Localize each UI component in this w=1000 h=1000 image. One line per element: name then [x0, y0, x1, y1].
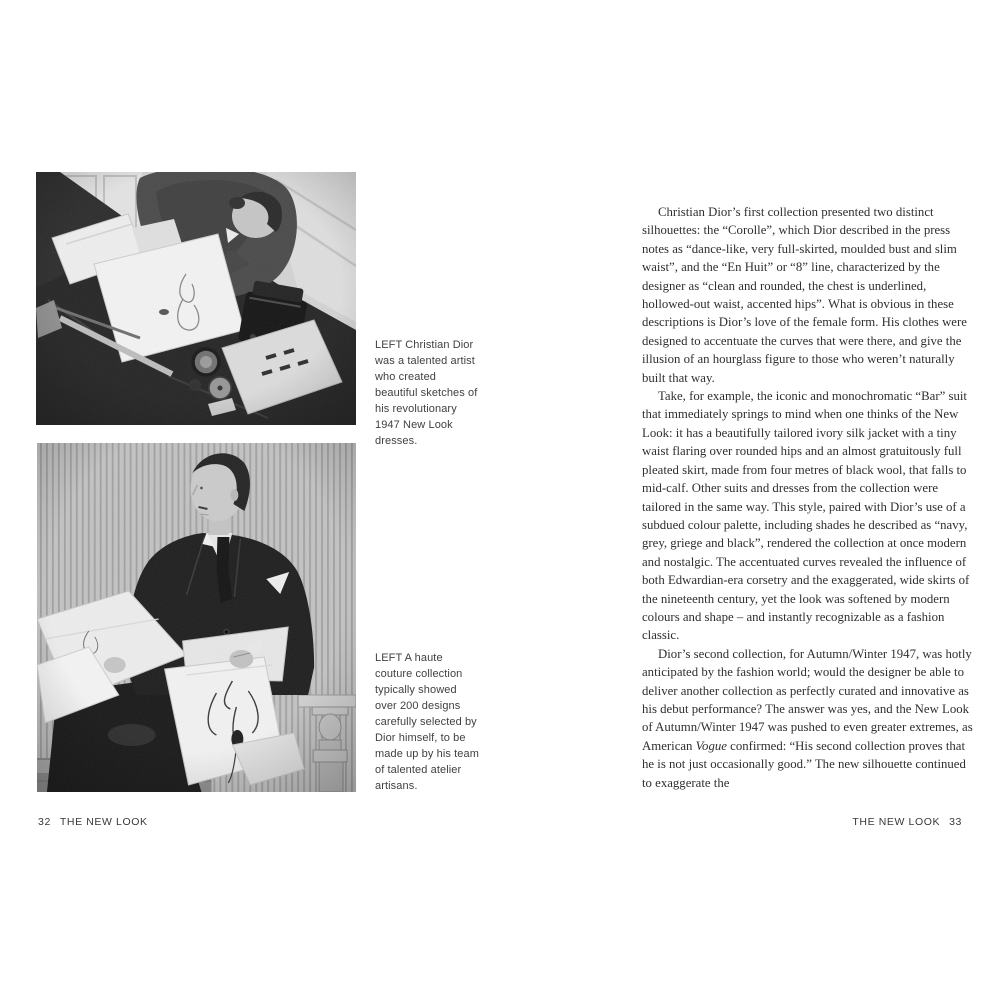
- photo-caption-dior-couture: LEFT A haute couture collection typically showed over 200 designs carefully selected by Dior himself, to be made up by his team of talented atelier artisans.: [375, 652, 480, 792]
- paragraph-2: Take, for example, the iconic and monochromatic “Bar” suit that immediately springs to mind when one thinks of the New Look: it has a beautifully tailored ivory silk jacket with a tiny waist flaring over rounded hips and an almost gratuitously full pleated skirt, made from four metres of black wool, that falls to mid-calf. Other suits and dresses from the collection were tailored in the same way. This style, paired with Dior’s use of a subdued colour palette, including shades he described as “navy, grey, griege and black”, rendered the collection at once modern and nostalgic. The accentuated curves revealed the influence of both Edwardian-era corsetry and the exaggerated, wide skirts of the nineteenth century, yet the look was softened by modern colours and shape – and instantly recognizable as a fashion classic.: [642, 389, 970, 643]
- right-page-number: 33: [949, 816, 962, 828]
- left-page-footer: [38, 816, 148, 828]
- left-running-title: THE NEW LOOK: [59, 816, 148, 828]
- left-page-number: 32: [38, 816, 51, 828]
- paragraph-1: Christian Dior’s first collection presented two distinct silhouettes: the “Corolle”, which Dior described in the press notes as “dance-like, very full-skirted, moulded bust and slim waist”, and the “En Huit” or “8” line, characterized by the designer as “clean and rounded, the chest is underlined, hollowed-out waist, accented hips”. What is obvious in these descriptions is Dior’s love of the female form. His clothes were designed to accentuate the curves that were there, and give the illusion of an hourglass figure to those who weren’t naturally built that way.: [642, 205, 967, 385]
- vogue-italic-title: Vogue: [695, 738, 727, 753]
- body-text: [642, 203, 974, 792]
- right-page-footer: [642, 816, 962, 828]
- photo-dior-sketching-at-desk: [36, 172, 356, 425]
- dior-with-sketches-illustration: [37, 443, 356, 792]
- paragraph-3-text: Dior’s second collection, for Autumn/Winter 1947, was hotly anticipated by the fashion world; would the designer be able to deliver another collection as perfectly curated and innovative as his debut performance? The answer was yes, and the New Look of Autumn/Winter 1947 was pushed to even greater extremes, as American: [642, 646, 973, 753]
- right-running-title: THE NEW LOOK: [852, 816, 941, 828]
- dior-sketching-illustration: [36, 172, 356, 425]
- paragraph-3-text-after: confirmed: “His second collection proves that he is not just occasionally good.” The new silhouette continued to exaggerate the: [642, 738, 966, 790]
- photo-dior-with-sketches: [37, 443, 356, 792]
- paragraph-3: [642, 645, 974, 792]
- photo-caption-dior-sketching: LEFT Christian Dior was a talented artist who created beautiful sketches of his revolutionary 1947 New Look dresses.: [375, 339, 478, 447]
